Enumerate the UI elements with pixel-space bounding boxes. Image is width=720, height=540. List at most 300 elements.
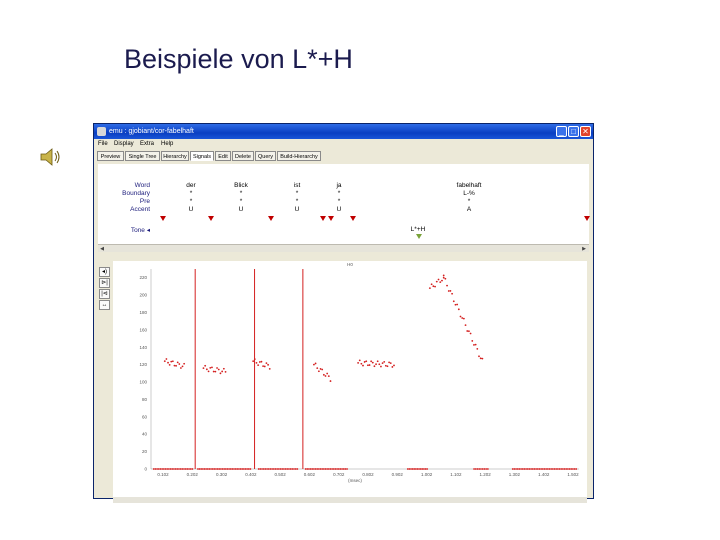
- f0-point: [365, 360, 367, 362]
- f0-point: [333, 468, 335, 470]
- f0-point: [269, 368, 271, 370]
- f0-point: [273, 468, 275, 470]
- f0-point: [515, 468, 517, 470]
- pre-cell[interactable]: *: [295, 198, 299, 205]
- f0-point: [550, 468, 552, 470]
- f0-point: [544, 468, 546, 470]
- f0-point: [455, 304, 457, 306]
- accent-cell[interactable]: U: [336, 206, 342, 213]
- f0-point: [359, 360, 361, 362]
- f0-point: [574, 468, 576, 470]
- f0-point: [338, 468, 340, 470]
- f0-point: [410, 468, 412, 470]
- f0-point: [514, 468, 516, 470]
- f0-point: [323, 468, 325, 470]
- f0-point: [458, 308, 460, 310]
- x-tick-label: 0.302: [215, 472, 228, 477]
- f0-point: [158, 468, 160, 470]
- boundary-marker[interactable]: [268, 216, 274, 221]
- scroll-right-icon[interactable]: ▶: [582, 246, 586, 252]
- pre-cell[interactable]: *: [239, 198, 243, 205]
- f0-point: [547, 468, 549, 470]
- f0-point: [276, 468, 278, 470]
- f0-point: [207, 468, 209, 470]
- f0-point: [275, 468, 277, 470]
- f0-point: [205, 468, 207, 470]
- f0-point: [256, 362, 258, 364]
- f0-point: [343, 468, 345, 470]
- app-icon: [97, 127, 106, 136]
- scroll-left-icon[interactable]: ◀: [100, 246, 104, 252]
- f0-point: [357, 362, 359, 364]
- f0-point: [160, 468, 162, 470]
- tab-single-tree[interactable]: Single Tree: [125, 151, 160, 161]
- f0-point: [448, 290, 450, 292]
- x-tick-label: 0.202: [186, 472, 198, 477]
- tier-label-accent: Accent: [130, 206, 150, 213]
- f0-point: [264, 366, 266, 368]
- f0-point: [180, 468, 182, 470]
- x-tick-label: 0.702: [333, 472, 345, 477]
- f0-point: [328, 375, 330, 377]
- f0-point: [186, 468, 188, 470]
- f0-point: [261, 361, 263, 363]
- f0-point: [477, 468, 479, 470]
- x-tick-label: 1.502: [567, 472, 579, 477]
- boundary-marker[interactable]: [584, 216, 590, 221]
- f0-point: [383, 361, 385, 363]
- title-bar: [94, 124, 593, 139]
- speaker-icon[interactable]: [40, 148, 62, 166]
- f0-point: [156, 468, 158, 470]
- f0-point: [367, 364, 369, 366]
- f0-point: [199, 468, 201, 470]
- f0-point: [175, 468, 177, 470]
- tab-edit[interactable]: Edit: [215, 151, 231, 161]
- label-tiers-pane: [98, 164, 589, 244]
- y-tick-label: 140: [139, 344, 147, 350]
- f0-point: [344, 468, 346, 470]
- word-cell[interactable]: fabelhaft: [456, 182, 482, 189]
- y-tick-label: 120: [139, 362, 147, 368]
- f0-point: [190, 468, 192, 470]
- zoom-out-icon[interactable]: |⊲: [99, 289, 110, 299]
- f0-point: [336, 468, 338, 470]
- f0-point: [258, 468, 260, 470]
- f0-point: [569, 468, 571, 470]
- f0-point: [252, 360, 254, 362]
- f0-point: [288, 468, 290, 470]
- f0-point: [321, 369, 323, 371]
- f0-point: [293, 468, 295, 470]
- boundary-cell[interactable]: *: [189, 190, 193, 197]
- f0-point: [418, 468, 420, 470]
- tone-event-marker[interactable]: [416, 234, 422, 239]
- f0-point: [557, 468, 559, 470]
- boundary-marker[interactable]: [208, 216, 214, 221]
- x-unit-label: (msec): [348, 478, 362, 483]
- word-cell[interactable]: ist: [293, 182, 301, 189]
- f0-point: [482, 468, 484, 470]
- f0-point: [438, 279, 440, 281]
- f0-point: [165, 468, 167, 470]
- f0-point: [231, 468, 233, 470]
- f0-point: [170, 361, 172, 363]
- f0-point: [200, 468, 202, 470]
- f0-point: [390, 362, 392, 364]
- f0-point: [451, 293, 453, 295]
- tab-build-hierarchy[interactable]: Build-Hierarchy: [277, 151, 321, 161]
- f0-point: [421, 468, 423, 470]
- f0-point: [434, 286, 436, 288]
- f0-point: [335, 468, 337, 470]
- f0-point: [243, 468, 245, 470]
- f0-point: [346, 468, 348, 470]
- slide-title: Beispiele von L*+H: [124, 44, 353, 74]
- y-tick-label: 20: [141, 449, 147, 455]
- f0-point: [382, 362, 384, 364]
- f0-point: [261, 468, 263, 470]
- y-tick-label: 40: [141, 431, 147, 437]
- f0-point: [466, 330, 468, 332]
- f0-point: [473, 344, 475, 346]
- emu-window: [93, 123, 594, 499]
- f0-point: [323, 374, 325, 376]
- f0-point: [517, 468, 519, 470]
- word-cell[interactable]: ja: [336, 182, 342, 189]
- f0-point: [432, 285, 434, 287]
- boundary-marker[interactable]: [328, 216, 334, 221]
- f0-point: [236, 468, 238, 470]
- tab-preview[interactable]: Preview: [97, 151, 124, 161]
- menu-file[interactable]: File: [98, 141, 108, 147]
- label-scrollbar[interactable]: [98, 244, 589, 252]
- f0-point: [468, 330, 470, 332]
- f0-point: [475, 344, 477, 346]
- f0-point: [315, 468, 317, 470]
- f0-point: [161, 468, 163, 470]
- f0-point: [567, 468, 569, 470]
- f0-point: [182, 365, 184, 367]
- f0-point: [484, 468, 486, 470]
- f0-plot[interactable]: [113, 261, 587, 497]
- f0-point: [475, 468, 477, 470]
- f0-point: [560, 468, 562, 470]
- y-tick-label: 200: [139, 292, 147, 298]
- menu-help[interactable]: Help: [161, 141, 174, 147]
- f0-point: [245, 468, 247, 470]
- f0-point: [461, 317, 463, 319]
- f0-point: [539, 468, 541, 470]
- f0-point: [192, 468, 194, 470]
- f0-point: [263, 468, 265, 470]
- f0-point: [380, 366, 382, 368]
- y-tick-label: 220: [139, 275, 147, 281]
- f0-point: [525, 468, 527, 470]
- boundary-cell[interactable]: *: [239, 190, 243, 197]
- f0-point: [220, 372, 222, 374]
- f0-point: [318, 370, 320, 372]
- y-tick-label: 100: [139, 379, 147, 385]
- f0-point: [559, 468, 561, 470]
- f0-point: [259, 361, 261, 363]
- accent-cell[interactable]: U: [238, 206, 244, 213]
- f0-point: [321, 468, 323, 470]
- f0-point: [203, 367, 205, 369]
- f0-point: [250, 468, 252, 470]
- f0-point: [374, 365, 376, 367]
- f0-point: [271, 468, 273, 470]
- f0-point: [254, 358, 256, 360]
- x-tick-label: 0.802: [362, 472, 374, 477]
- f0-point: [212, 468, 214, 470]
- f0-point: [215, 468, 217, 470]
- f0-point: [218, 369, 220, 371]
- f0-point: [570, 468, 572, 470]
- f0-point: [166, 358, 168, 360]
- tier-label-pre: Pre: [139, 198, 150, 205]
- word-cell[interactable]: der: [186, 182, 196, 189]
- f0-point: [417, 468, 419, 470]
- tone-event-label[interactable]: L*+H: [410, 226, 426, 233]
- f0-point: [241, 468, 243, 470]
- f0-point: [562, 468, 564, 470]
- f0-point: [429, 287, 431, 289]
- signal-pane: [98, 253, 589, 498]
- boundary-cell[interactable]: *: [295, 190, 299, 197]
- f0-point: [426, 468, 428, 470]
- f0-point: [170, 468, 172, 470]
- menu-display[interactable]: Display: [114, 141, 134, 147]
- f0-point: [218, 468, 220, 470]
- f0-point: [262, 365, 264, 367]
- f0-point: [471, 340, 473, 342]
- f0-point: [375, 363, 377, 365]
- tab-delete[interactable]: Delete: [232, 151, 254, 161]
- f0-point: [183, 468, 185, 470]
- f0-point: [286, 468, 288, 470]
- x-tick-label: 1.302: [508, 472, 521, 477]
- word-cell[interactable]: Blick: [234, 182, 248, 189]
- f0-point: [441, 280, 443, 282]
- f0-point: [316, 468, 318, 470]
- boundary-cell[interactable]: L-%: [463, 190, 475, 197]
- f0-point: [378, 363, 380, 365]
- f0-point: [185, 468, 187, 470]
- fit-width-icon[interactable]: ↔: [99, 300, 110, 310]
- f0-point: [176, 468, 178, 470]
- f0-point: [280, 468, 282, 470]
- f0-chart[interactable]: [113, 261, 587, 497]
- f0-point: [439, 281, 441, 283]
- f0-point: [446, 285, 448, 287]
- f0-point: [391, 366, 393, 368]
- pre-cell[interactable]: *: [337, 198, 341, 205]
- f0-point: [326, 373, 328, 375]
- f0-point: [223, 468, 225, 470]
- f0-point: [545, 468, 547, 470]
- f0-point: [172, 360, 174, 362]
- f0-point: [278, 468, 280, 470]
- f0-point: [163, 468, 165, 470]
- f0-point: [436, 281, 438, 283]
- f0-point: [168, 468, 170, 470]
- f0-point: [183, 363, 185, 365]
- tab-signals[interactable]: Signals: [190, 151, 214, 161]
- x-tick-label: 1.102: [450, 472, 462, 477]
- f0-point: [529, 468, 531, 470]
- f0-point: [330, 380, 332, 382]
- f0-point: [266, 362, 268, 364]
- x-tick-label: 0.902: [391, 472, 403, 477]
- maximize-button[interactable]: □: [568, 126, 579, 137]
- f0-point: [281, 468, 283, 470]
- f0-point: [178, 363, 180, 365]
- f0-point: [522, 468, 524, 470]
- f0-point: [572, 468, 574, 470]
- f0-point: [341, 468, 343, 470]
- f0-point: [443, 277, 445, 279]
- f0-point: [283, 468, 285, 470]
- f0-point: [328, 468, 330, 470]
- f0-point: [370, 360, 372, 362]
- f0-point: [240, 468, 242, 470]
- window-title: emu : gjobiant/cor-fabelhaft: [109, 128, 194, 135]
- play-sound-icon[interactable]: ◂): [99, 267, 110, 277]
- x-tick-label: 0.102: [157, 472, 169, 477]
- f0-point: [473, 468, 475, 470]
- tier-label-word: Word: [134, 182, 150, 189]
- f0-point: [463, 318, 465, 320]
- f0-point: [540, 468, 542, 470]
- boundary-cell[interactable]: *: [337, 190, 341, 197]
- minimize-button[interactable]: _: [556, 126, 567, 137]
- tier-label-boundary: Boundary: [122, 190, 150, 197]
- accent-cell[interactable]: A: [466, 206, 472, 213]
- close-button[interactable]: ✕: [580, 126, 591, 137]
- f0-point: [575, 468, 577, 470]
- f0-point: [188, 468, 190, 470]
- f0-point: [340, 468, 342, 470]
- f0-point: [164, 360, 166, 362]
- f0-point: [173, 468, 175, 470]
- f0-point: [177, 362, 179, 364]
- f0-point: [153, 468, 155, 470]
- tab-query[interactable]: Query: [255, 151, 276, 161]
- x-tick-label: 1.002: [420, 472, 433, 477]
- f0-point: [415, 468, 417, 470]
- plot-axes: [151, 269, 579, 469]
- f0-point: [425, 468, 427, 470]
- f0-point: [555, 468, 557, 470]
- f0-point: [235, 468, 237, 470]
- f0-point: [204, 365, 206, 367]
- f0-point: [412, 468, 414, 470]
- f0-point: [524, 468, 526, 470]
- f0-point: [444, 278, 446, 280]
- f0-point: [450, 290, 452, 292]
- f0-point: [213, 371, 215, 373]
- f0-point: [512, 468, 514, 470]
- f0-point: [166, 468, 168, 470]
- f0-point: [230, 468, 232, 470]
- f0-point: [296, 468, 298, 470]
- f0-point: [326, 468, 328, 470]
- f0-point: [217, 468, 219, 470]
- f0-point: [443, 275, 445, 277]
- f0-point: [409, 468, 411, 470]
- f0-point: [565, 468, 567, 470]
- f0-point: [476, 348, 478, 350]
- f0-point: [211, 366, 213, 368]
- f0-point: [169, 364, 171, 366]
- f0-point: [308, 468, 310, 470]
- f0-point: [480, 357, 482, 359]
- accent-cell[interactable]: U: [294, 206, 300, 213]
- f0-point: [306, 468, 308, 470]
- f0-point: [478, 468, 480, 470]
- f0-point: [537, 468, 539, 470]
- f0-point: [174, 365, 176, 367]
- f0-point: [290, 468, 292, 470]
- f0-point: [369, 364, 371, 366]
- pre-cell[interactable]: *: [467, 198, 471, 205]
- signal-scrollbar[interactable]: [113, 497, 587, 503]
- f0-point: [305, 468, 307, 470]
- tab-hierarchy[interactable]: Hierarchy: [161, 151, 189, 161]
- f0-point: [318, 468, 320, 470]
- accent-cell[interactable]: U: [188, 206, 194, 213]
- boundary-marker[interactable]: [350, 216, 356, 221]
- zoom-in-icon[interactable]: ⊳|: [99, 278, 110, 288]
- tone-tier-label: Tone ◂: [130, 227, 150, 234]
- y-tick-label: 0: [144, 466, 147, 472]
- f0-point: [527, 468, 529, 470]
- f0-point: [175, 365, 177, 367]
- f0-point: [460, 316, 462, 318]
- f0-point: [372, 362, 374, 364]
- f0-point: [197, 468, 199, 470]
- plot-top-label: H0: [347, 262, 353, 267]
- pre-cell[interactable]: *: [189, 198, 193, 205]
- f0-point: [535, 468, 537, 470]
- f0-point: [311, 468, 313, 470]
- menu-extra[interactable]: Extra: [140, 141, 155, 147]
- f0-point: [246, 468, 248, 470]
- f0-point: [549, 468, 551, 470]
- f0-point: [315, 363, 317, 365]
- f0-point: [221, 371, 223, 373]
- boundary-marker[interactable]: [160, 216, 166, 221]
- f0-point: [320, 468, 322, 470]
- f0-point: [431, 283, 433, 285]
- f0-point: [423, 468, 425, 470]
- f0-point: [387, 365, 389, 367]
- boundary-marker[interactable]: [320, 216, 326, 221]
- f0-point: [265, 468, 267, 470]
- f0-point: [225, 468, 227, 470]
- f0-point: [171, 468, 173, 470]
- f0-point: [325, 375, 327, 377]
- f0-point: [310, 468, 312, 470]
- f0-point: [295, 468, 297, 470]
- f0-point: [209, 367, 211, 369]
- f0-point: [285, 468, 287, 470]
- f0-point: [407, 468, 409, 470]
- f0-point: [413, 468, 415, 470]
- x-tick-label: 1.402: [538, 472, 550, 477]
- f0-point: [534, 468, 536, 470]
